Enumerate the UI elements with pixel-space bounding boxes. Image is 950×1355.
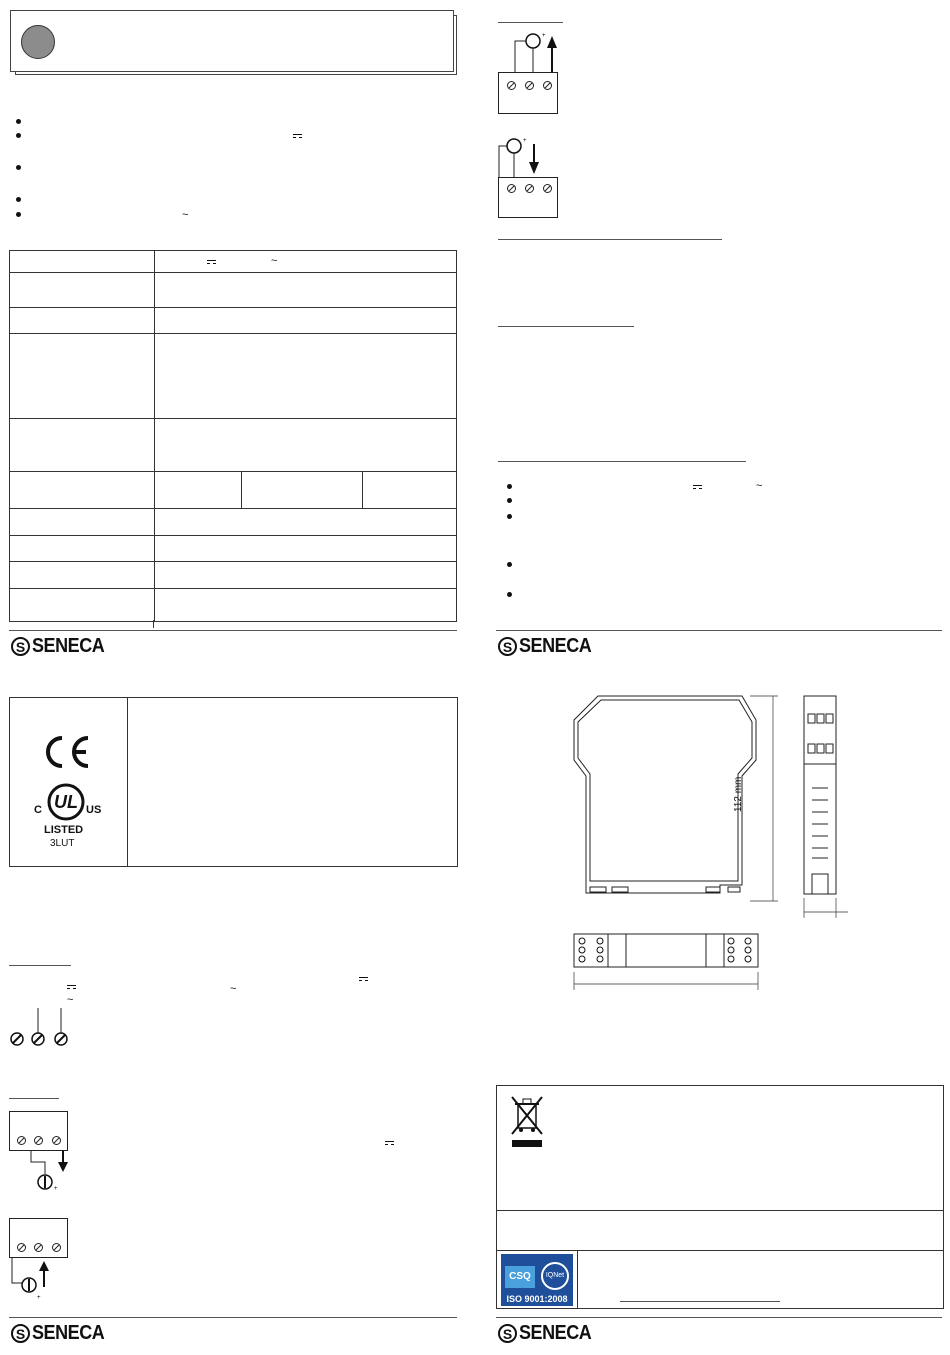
bullet [16, 119, 21, 124]
section-rule [498, 461, 746, 462]
brand-name: SENECA [32, 1322, 105, 1344]
brand-name: SENECA [32, 635, 105, 657]
screw-icon [17, 1136, 26, 1145]
ac-symbol-icon: ~ [230, 983, 237, 995]
section-rule [498, 326, 634, 327]
dc-symbol-icon [293, 134, 302, 138]
module-side-view-drawing [570, 690, 780, 905]
ac-symbol-icon: ~ [67, 994, 74, 1006]
ce-mark-icon [40, 734, 92, 770]
bullet [507, 592, 512, 597]
terminal-block [498, 72, 558, 114]
ul-mark-text: UL [54, 792, 78, 812]
iso-text: ISO 9001:2008 [506, 1294, 568, 1304]
box-divider [497, 1210, 943, 1211]
iso-certification-badge [501, 1254, 573, 1306]
ac-symbol-icon: ~ [182, 209, 189, 221]
screw-icon [52, 1136, 61, 1145]
ul-code-text: 3LUT [50, 838, 75, 849]
page-divider [9, 630, 457, 631]
module-top-view-drawing [570, 932, 762, 992]
ac-symbol-icon: ~ [271, 255, 278, 267]
ac-symbol-icon: ~ [756, 480, 763, 492]
bullet [16, 197, 21, 202]
dc-symbol-icon [359, 977, 368, 981]
screw-icon [525, 81, 534, 90]
bullet [507, 498, 512, 503]
iqnet-logo: IQNet [541, 1262, 569, 1290]
section-rule [9, 1098, 59, 1099]
box-divider [577, 1250, 578, 1308]
page-divider [496, 1317, 942, 1318]
link-underline[interactable] [620, 1301, 780, 1302]
page-divider [9, 1317, 457, 1318]
terminal-block [498, 177, 558, 218]
page-divider [496, 630, 942, 631]
wiring-diagram-source-up [505, 28, 565, 74]
dc-symbol-icon [385, 1141, 394, 1145]
screw-icon [34, 1243, 43, 1252]
screw-icon [52, 1243, 61, 1252]
section-rule [498, 22, 563, 23]
screw-icon [525, 184, 534, 193]
terminal-block [9, 1111, 68, 1151]
header-box [10, 10, 454, 72]
table-tick [153, 620, 154, 628]
screw-icon [543, 81, 552, 90]
brand-name: SENECA [519, 1322, 592, 1344]
bullet [507, 514, 512, 519]
ul-us-text: US [86, 804, 102, 816]
dc-symbol-icon [67, 985, 76, 989]
svg-text:+: + [37, 1295, 41, 1301]
bullet [16, 212, 21, 217]
height-dimension-label: 112 mm [733, 776, 744, 812]
disposal-box [496, 1085, 944, 1309]
screw-icon [543, 184, 552, 193]
section-rule [9, 965, 71, 966]
terminal-screws-diagram [8, 1008, 72, 1046]
cert-divider [127, 698, 128, 866]
wiring-diagram-source-down [494, 134, 554, 178]
seneca-logo: S SENECA [11, 635, 112, 658]
section-rule [498, 239, 722, 240]
seneca-logo: S SENECA [11, 1322, 112, 1345]
module-front-view-drawing [800, 694, 850, 919]
ul-c-text: C [34, 804, 42, 816]
output-wiring-source [8, 1257, 68, 1302]
seneca-logo: S SENECA [498, 635, 599, 658]
screw-icon [507, 81, 516, 90]
ul-listed-text: LISTED [44, 824, 84, 836]
dc-symbol-icon [693, 485, 702, 489]
bullet [16, 133, 21, 138]
bullet [16, 165, 21, 170]
terminal-block [9, 1218, 68, 1258]
screw-icon [507, 184, 516, 193]
screw-icon [17, 1243, 26, 1252]
screw-icon [34, 1136, 43, 1145]
brand-name: SENECA [519, 635, 592, 657]
certification-box [9, 697, 458, 867]
svg-text:+: + [542, 33, 546, 39]
svg-text:+: + [523, 138, 527, 144]
bullet [507, 484, 512, 489]
spec-table [9, 250, 457, 622]
box-divider [497, 1250, 943, 1251]
crossed-bin-icon [509, 1094, 545, 1150]
bullet [507, 562, 512, 567]
svg-text:+: + [54, 1186, 58, 1192]
header-badge-icon [21, 25, 55, 59]
seneca-logo: S SENECA [498, 1322, 599, 1345]
output-wiring-sink [25, 1150, 75, 1195]
csq-logo: CSQ [505, 1266, 535, 1288]
dc-symbol-icon [207, 260, 216, 264]
